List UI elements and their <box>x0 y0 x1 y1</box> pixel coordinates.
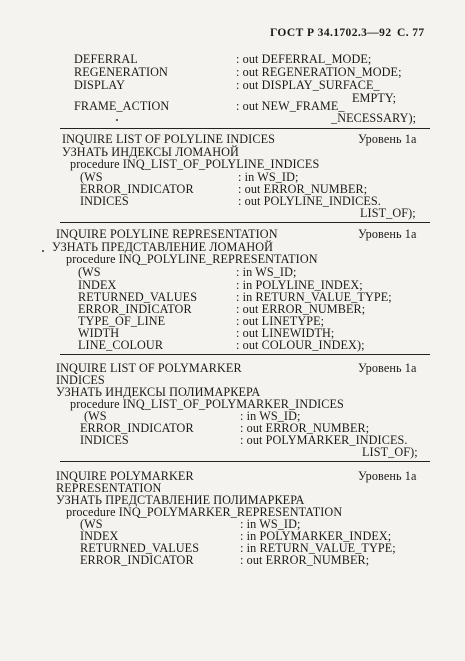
param-name: INDICES <box>80 433 129 447</box>
param-name: DEFERRAL <box>74 52 138 66</box>
param-type: : in WS_ID; <box>240 409 301 423</box>
param-name: ERROR_INDICATOR <box>78 302 192 316</box>
function-title-en-continuation: INDICES <box>56 373 105 387</box>
param-name: REGENERATION <box>74 65 168 79</box>
function-title-en: INQUIRE POLYLINE REPRESENTATION <box>56 227 278 241</box>
param-name: TYPE_OF_LINE <box>78 314 166 328</box>
param-type-continuation: EMPTY; <box>352 91 397 105</box>
param-name: (WS <box>78 265 101 279</box>
param-type: : in POLYMARKER_INDEX; <box>240 529 392 543</box>
param-name: WIDTH <box>78 326 120 340</box>
param-name: (WS <box>84 409 107 423</box>
param-name: INDICES <box>80 194 129 208</box>
param-name: ERROR_INDICATOR <box>80 553 194 567</box>
param-name: (WS <box>80 170 103 184</box>
function-title-en: INQUIRE LIST OF POLYMARKER <box>56 361 242 375</box>
param-name: (WS <box>80 517 103 531</box>
standard-number: ГОСТ Р 34.1702.3—92 <box>270 27 392 39</box>
param-type: : out COLOUR_INDEX); <box>236 338 365 352</box>
param-type: : in WS_ID; <box>236 265 297 279</box>
param-name: LINE_COLOUR <box>78 338 164 352</box>
param-type-continuation: LIST_OF); <box>362 445 418 459</box>
param-type: : in RETURN_VALUE_TYPE; <box>236 290 392 304</box>
param-type: : in WS_ID; <box>238 170 299 184</box>
param-type-continuation: LIST_OF); <box>360 206 416 220</box>
level-label: Уровень 1а <box>358 469 417 483</box>
section-divider <box>60 222 430 223</box>
param-name: INDEX <box>80 529 119 543</box>
print-speck <box>116 119 118 121</box>
param-type: : out DEFERRAL_MODE; <box>236 52 372 66</box>
procedure-signature: procedure INQ_POLYLINE_REPRESENTATION <box>66 252 318 266</box>
section-divider <box>60 354 430 355</box>
param-type: : out LINETYPE; <box>236 314 325 328</box>
procedure-signature: procedure INQ_POLYMARKER_REPRESENTATION <box>66 505 343 519</box>
param-name: ERROR_INDICATOR <box>80 182 194 196</box>
param-type: : out ERROR_NUMBER; <box>240 421 370 435</box>
param-name: RETURNED_VALUES <box>80 541 200 555</box>
param-name: DISPLAY <box>74 78 126 92</box>
param-type: : out LINEWIDTH; <box>236 326 335 340</box>
function-title-en: INQUIRE LIST OF POLYLINE INDICES <box>62 132 275 146</box>
function-title-en-continuation: REPRESENTATION <box>56 481 162 495</box>
function-title-ru: УЗНАТЬ ИНДЕКСЫ ПОЛИМАРКЕРА <box>56 385 261 399</box>
param-type: : out ERROR_NUMBER; <box>236 302 366 316</box>
function-title-ru: УЗНАТЬ ИНДЕКСЫ ЛОМАНОЙ <box>62 145 239 159</box>
param-type-continuation: _NECESSARY); <box>331 111 417 125</box>
procedure-signature: procedure INQ_LIST_OF_POLYMARKER_INDICES <box>70 397 344 411</box>
param-type: : in RETURN_VALUE_TYPE; <box>240 541 396 555</box>
function-title-ru: УЗНАТЬ ПРЕДСТАВЛЕНИЕ ЛОМАНОЙ <box>52 240 274 254</box>
param-type: : in POLYLINE_INDEX; <box>236 278 363 292</box>
level-label: Уровень 1а <box>358 227 417 241</box>
param-name: FRAME_ACTION <box>74 99 170 113</box>
section-divider <box>60 461 430 462</box>
procedure-signature: procedure INQ_LIST_OF_POLYLINE_INDICES <box>70 157 320 171</box>
param-type: : out DISPLAY_SURFACE_ <box>236 78 380 92</box>
function-title-ru: УЗНАТЬ ПРЕДСТАВЛЕНИЕ ПОЛИМАРКЕРА <box>56 493 305 507</box>
param-type: : out POLYLINE_INDICES. <box>238 194 381 208</box>
print-speck <box>42 250 44 252</box>
param-type: : out REGENERATION_MODE; <box>236 65 402 79</box>
param-type: : out ERROR_NUMBER; <box>238 182 368 196</box>
param-type: : out POLYMARKER_INDICES. <box>240 433 408 447</box>
param-type: : out ERROR_NUMBER; <box>240 553 370 567</box>
param-type: : in WS_ID; <box>240 517 301 531</box>
level-label: Уровень 1а <box>358 361 417 375</box>
function-title-en: INQUIRE POLYMARKER <box>56 469 194 483</box>
param-name: RETURNED_VALUES <box>78 290 198 304</box>
param-type: : out NEW_FRAME_ <box>236 99 345 113</box>
level-label: Уровень 1а <box>358 132 417 146</box>
param-name: ERROR_INDICATOR <box>80 421 194 435</box>
page-number: С. 77 <box>397 27 425 39</box>
section-divider <box>60 128 430 129</box>
param-name: INDEX <box>78 278 117 292</box>
